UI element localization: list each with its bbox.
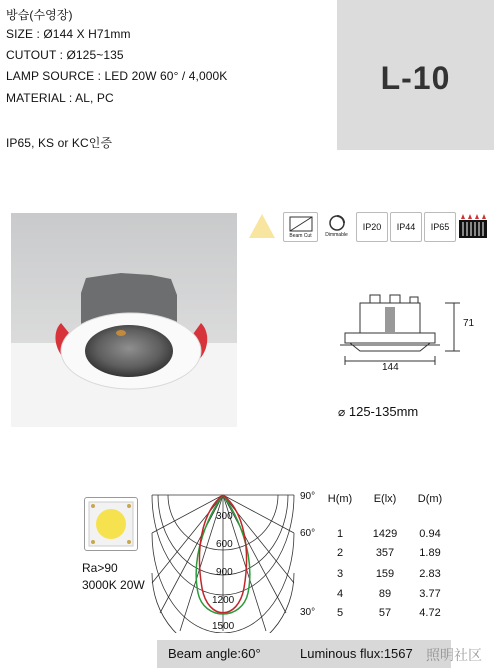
ip20-icon <box>356 212 388 242</box>
table-cell: 3 <box>336 568 344 580</box>
led-spec: 3000K 20W <box>82 578 145 592</box>
beam-angle: Beam angle:60° <box>168 646 261 661</box>
ring-label-300: 300 <box>216 511 233 522</box>
polar-distribution-chart <box>150 493 296 633</box>
cutout-spec <box>338 404 418 419</box>
table-cell: 4.72 <box>419 607 441 619</box>
model-code: L-10 <box>380 60 451 96</box>
ip44-icon <box>390 212 422 242</box>
diameter-icon: ⌀ <box>338 405 346 419</box>
product-category: 방습(수영장) <box>6 8 73 22</box>
table-cell: 2.83 <box>419 568 441 580</box>
ring-label-900: 900 <box>216 567 233 578</box>
table-cell: 4 <box>336 588 344 600</box>
ring-label-600: 600 <box>216 539 233 550</box>
table-cell: 57 <box>378 607 392 619</box>
heat-sink-icon <box>458 212 488 240</box>
luminous-flux: Luminous flux:1567 <box>300 646 413 661</box>
table-cell: 3.77 <box>419 588 441 600</box>
table-cell: 0.94 <box>419 528 441 540</box>
table-cell: 1 <box>336 528 344 540</box>
ip44-label: IP44 <box>396 222 416 232</box>
spec-lamp-source: LAMP SOURCE : LED 20W 60° / 4,000K <box>6 69 228 83</box>
spec-material: MATERIAL : AL, PC <box>6 91 114 105</box>
led-chip <box>84 497 138 551</box>
table-cell: 159 <box>375 568 395 580</box>
ring-label-1500: 1500 <box>212 621 235 632</box>
warm-light-icon <box>247 212 277 240</box>
table-cell: 89 <box>378 588 392 600</box>
beam-cut-label: Beam Cut <box>289 233 312 239</box>
spec-certification: IP65, KS or KC인증 <box>6 136 113 150</box>
header-h: H(m) <box>327 493 353 505</box>
beam-cut-icon <box>283 212 318 242</box>
table-cell: 357 <box>375 547 395 559</box>
ip65-icon <box>424 212 456 242</box>
watermark: 照明社区 <box>426 647 482 663</box>
dimmable-label: Dimmable <box>325 232 348 238</box>
ip20-label: IP20 <box>362 222 382 232</box>
table-cell: 1.89 <box>419 547 441 559</box>
cutout-value: 125-135mm <box>348 404 419 419</box>
led-ra: Ra>90 <box>82 561 118 575</box>
angle-60: 60° <box>300 528 316 539</box>
table-cell: 1429 <box>372 528 398 540</box>
dimension-drawing <box>330 293 490 383</box>
spec-size: SIZE : Ø144 X H71mm <box>6 27 131 41</box>
ip65-label: IP65 <box>430 222 450 232</box>
product-photo <box>11 213 237 427</box>
header-e: E(lx) <box>373 493 397 505</box>
header-d: D(m) <box>417 493 443 505</box>
angle-30: 30° <box>300 607 316 618</box>
table-cell: 2 <box>336 547 344 559</box>
dimension-height: 71 <box>463 318 475 329</box>
table-cell: 5 <box>336 607 344 619</box>
dimmable-icon <box>320 212 353 240</box>
spec-cutout: CUTOUT : Ø125~135 <box>6 48 124 62</box>
dimension-width: 144 <box>382 362 399 373</box>
angle-90: 90° <box>300 491 316 502</box>
ring-label-1200: 1200 <box>212 595 235 606</box>
